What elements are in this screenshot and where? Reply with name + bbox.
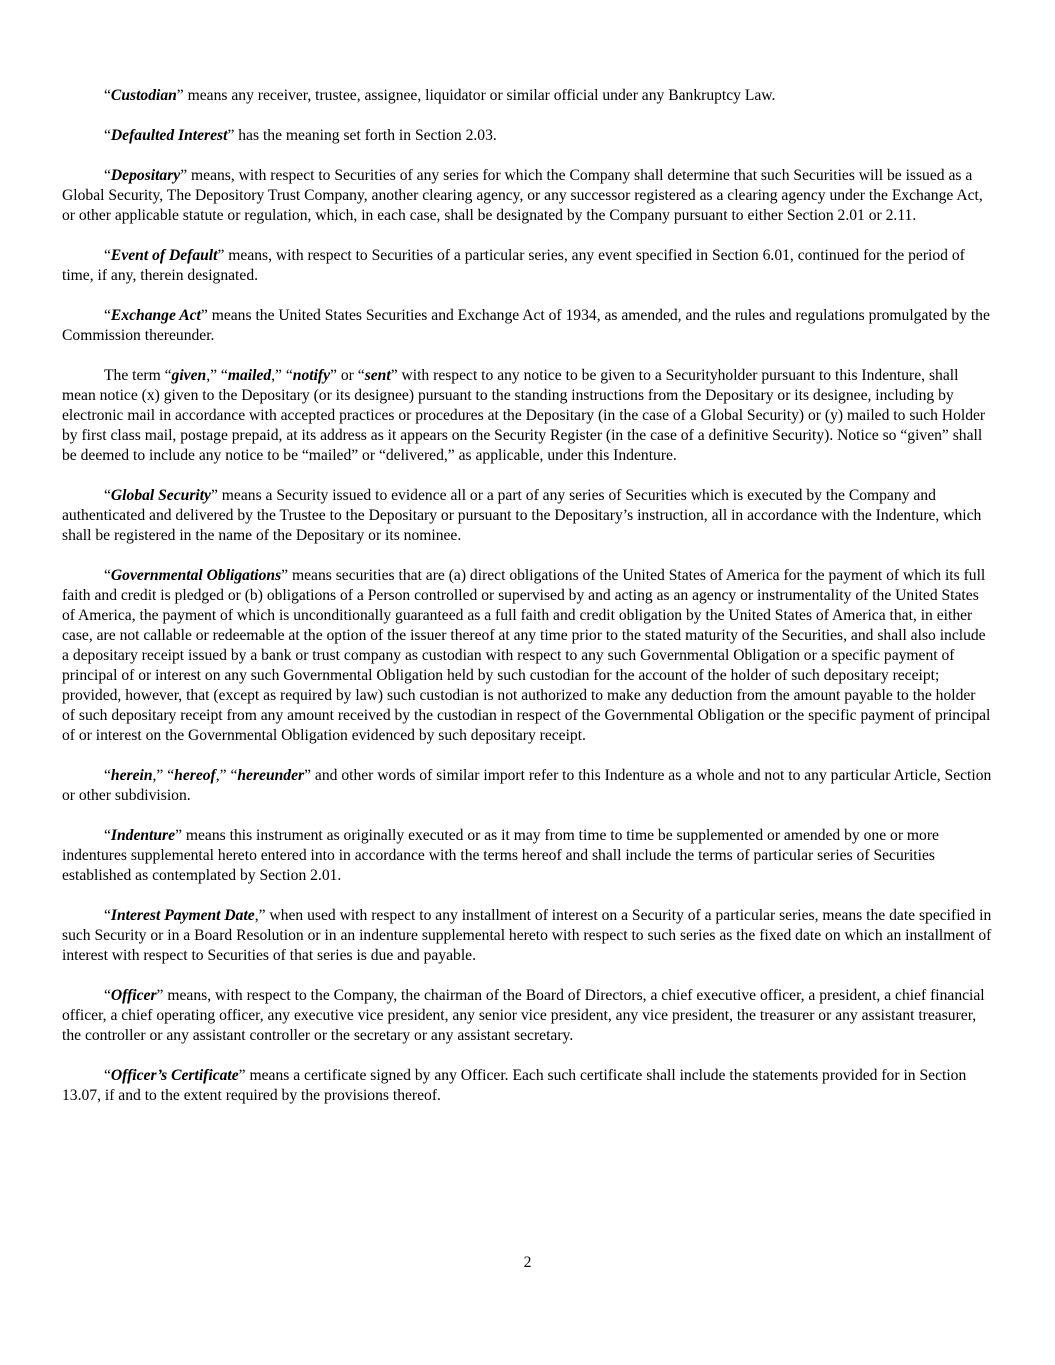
defined-term: herein xyxy=(110,767,153,784)
defined-term: Custodian xyxy=(110,87,177,104)
page-number: 2 xyxy=(523,1254,532,1271)
definition-text: ” means a certificate signed by any Officer. Each such certificate shall include the statements provided for in Section 13.07, if and to the extent required by the provisions thereof. xyxy=(62,1067,967,1104)
defined-term: Indenture xyxy=(110,827,176,844)
defined-term: sent xyxy=(364,367,391,384)
defined-term: Global Security xyxy=(110,487,211,504)
definition-text: ” with respect to any notice to be given to a Securityholder pursuant to this Indenture, shall mean notice (x) given to the Depositary (or its designee) pursuant to the standing instructions from the Depositary or its designee, including by electronic mail in accordance with accepted practices or procedures at the Depositary (in the case of a Global Security) or (y) mailed to such Holder by first class mail, postage prepaid, at its address as it appears on the Security Register (in the case of a definitive Security). Notice so “given” shall be deemed to include any notice to be “mailed” or “delivered,” as applicable, under this Indenture. xyxy=(62,367,986,464)
definition-paragraph xyxy=(62,306,992,346)
definition-text: ” means the United States Securities and Exchange Act of 1934, as amended, and the rules and regulations promulgated by the Commission thereunder. xyxy=(62,307,990,344)
definition-paragraph xyxy=(62,826,992,886)
defined-term: Depositary xyxy=(110,167,181,184)
defined-term: given xyxy=(171,367,207,384)
definition-paragraph xyxy=(62,1066,992,1106)
definition-text: ,” “ xyxy=(206,367,228,384)
definition-paragraph xyxy=(62,126,992,146)
definition-text: “ xyxy=(104,487,111,504)
definition-text: ” means, with respect to Securities of any series for which the Company shall determine that such Securities will be issued as a Global Security, The Depository Trust Company, another clearing agency, or any successor registered as a clearing agency under the Exchange Act, or other applicable statute or regulation, which, in each case, shall be designated by the Company pursuant to either Section 2.01 or 2.11. xyxy=(62,167,983,224)
definition-text: “ xyxy=(104,247,111,264)
definition-text: “ xyxy=(104,1067,111,1084)
definitions-list xyxy=(62,86,992,1106)
definition-text: ” and other words of similar import refer to this Indenture as a whole and not to any particular Article, Section or other subdivision. xyxy=(62,767,992,804)
definition-paragraph xyxy=(62,166,992,226)
definition-text: The term “ xyxy=(104,367,172,384)
definition-text: ,” “ xyxy=(271,367,293,384)
definition-text: ” means, with respect to Securities of a particular series, any event specified in Section 6.01, continued for the period of time, if any, therein designated. xyxy=(62,247,965,284)
definition-text: ” or “ xyxy=(330,367,365,384)
definition-text: “ xyxy=(104,167,111,184)
definition-paragraph xyxy=(62,366,992,466)
definition-text: ” means any receiver, trustee, assignee, liquidator or similar official under any Bankruptcy Law. xyxy=(176,87,776,104)
definition-paragraph xyxy=(62,486,992,546)
defined-term: mailed xyxy=(227,367,272,384)
definition-text: ” means a Security issued to evidence all or a part of any series of Securities which is executed by the Company and authenticated and delivered by the Trustee to the Depositary or pursuant to the Depositary’s instruction, all in accordance with the Indenture, which shall be registered in the name of the Depositary or its nominee. xyxy=(62,487,982,544)
defined-term: Interest Payment Date xyxy=(110,907,255,924)
defined-term: Governmental Obligations xyxy=(110,567,282,584)
defined-term: hereunder xyxy=(237,767,305,784)
definition-text: “ xyxy=(104,87,111,104)
definition-text: ” has the meaning set forth in Section 2.03. xyxy=(227,127,497,144)
definition-paragraph xyxy=(62,986,992,1046)
definition-text: “ xyxy=(104,827,111,844)
definition-text: ,” when used with respect to any installment of interest on a Security of a particular series, means the date specified in such Security or in a Board Resolution or in an indenture supplemental hereto with respect to such series as the fixed date on which an installment of interest with respect to Securities of that series is due and payable. xyxy=(62,907,992,964)
defined-term: Exchange Act xyxy=(110,307,201,324)
defined-term: hereof xyxy=(174,767,216,784)
definition-text: “ xyxy=(104,907,111,924)
definition-paragraph xyxy=(62,86,992,106)
definition-paragraph xyxy=(62,566,992,746)
definition-text: “ xyxy=(104,127,111,144)
defined-term: notify xyxy=(292,367,331,384)
definition-text: “ xyxy=(104,987,111,1004)
definition-paragraph xyxy=(62,906,992,966)
definition-text: “ xyxy=(104,767,111,784)
definition-text: ” means securities that are (a) direct obligations of the United States of America for the payment of which its full faith and credit is pledged or (b) obligations of a Person controlled or supervised by and acting as an agency or instrumentality of the United States of America, the payment of which is unconditionally guaranteed as a full faith and credit obligation by the United States of America that, in either case, are not callable or redeemable at the option of the issuer thereof at any time prior to the stated maturity of the Securities, and shall also include a depositary receipt issued by a bank or trust company as custodian with respect to any such Governmental Obligation or a specific payment of principal of or interest on any such Governmental Obligation held by such custodian for the account of the holder of such depositary receipt; provided, however, that (except as required by law) such custodian is not authorized to make any deduction from the amount payable to the holder of such depositary receipt from any amount received by the custodian in respect of the Governmental Obligation or the specific payment of principal of or interest on the Governmental Obligation evidenced by such depositary receipt. xyxy=(62,567,991,744)
definition-text: “ xyxy=(104,567,111,584)
definition-text: ” means, with respect to the Company, the chairman of the Board of Directors, a chief executive officer, a president, a chief financial officer, a chief operating officer, any executive vice president, any senior vice president, any vice president, the treasurer or any assistant treasurer, the controller or any assistant controller or the secretary or any assistant secretary. xyxy=(62,987,985,1044)
defined-term: Officer xyxy=(110,987,157,1004)
definition-text: ,” “ xyxy=(152,767,175,784)
definition-text: ,” “ xyxy=(215,767,238,784)
defined-term: Defaulted Interest xyxy=(110,127,228,144)
definition-paragraph xyxy=(62,246,992,286)
definition-text: ” means this instrument as originally executed or as it may from time to time be supplemented or amended by one or more indentures supplemental hereto entered into in accordance with the terms hereof and shall include the terms of particular series of Securities established as contemplated by Section 2.01. xyxy=(62,827,939,884)
definition-text: “ xyxy=(104,307,111,324)
defined-term: Event of Default xyxy=(110,247,218,264)
defined-term: Officer’s Certificate xyxy=(110,1067,239,1084)
definition-paragraph xyxy=(62,766,992,806)
document-page xyxy=(62,86,992,1126)
